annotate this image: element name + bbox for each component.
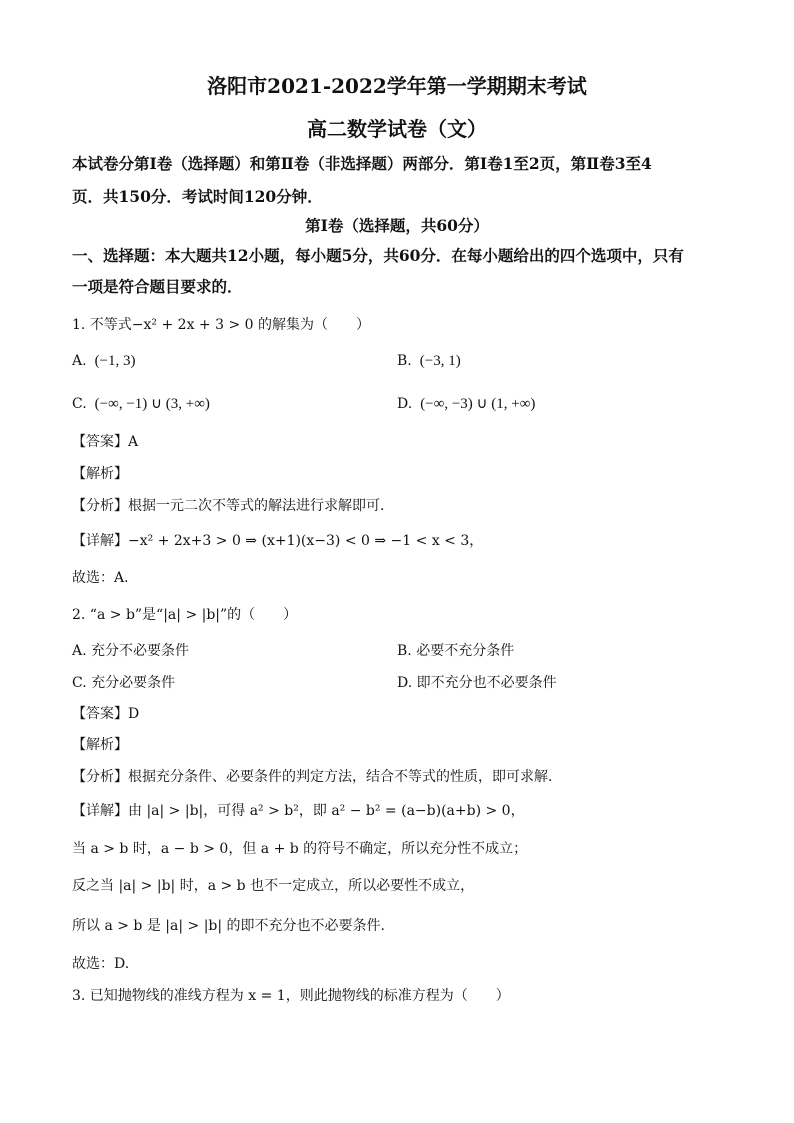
question-1-choice: 故选：A. [72, 570, 129, 586]
question-2-detail: 【详解】由 |a| > |b|，可得 a² > b²，即 a² − b² = (a−b)(a+b) > 0， [72, 803, 525, 819]
option-label: C. [72, 396, 87, 412]
question-1-option-b [397, 353, 461, 370]
option-text: (−3, 1) [419, 353, 461, 369]
option-text: (−∞, −1) ∪ (3, +∞) [94, 396, 210, 412]
option-label: B. [397, 643, 412, 659]
option-text: (−∞, −3) ∪ (1, +∞) [420, 396, 536, 412]
question-2-option-d [397, 672, 557, 692]
question-2-choice: 故选：D. [72, 956, 130, 972]
question-2-detail-3: 反之当 |a| > |b| 时，a > b 也不一定成立，所以必要性不成立， [72, 878, 475, 894]
option-label: C. [72, 675, 87, 691]
question-1-stem: 1. 不等式−x² + 2x + 3 > 0 的解集为（ ） [72, 317, 371, 333]
question-2-answer: 【答案】D [72, 706, 140, 722]
question-1-option-a [72, 353, 136, 370]
question-2-option-a [72, 640, 189, 660]
option-text: 充分必要条件 [91, 675, 176, 691]
exam-subtitle: 高二数学试卷（文） [307, 117, 487, 141]
question-1-option-d [397, 394, 535, 413]
option-text: 充分不必要条件 [91, 643, 190, 659]
question-1-analysis-tag: 【解析】 [72, 466, 128, 482]
question-2-option-c [72, 672, 175, 692]
question-2-stem: 2. “a > b”是“|a| > |b|”的（ ） [72, 607, 298, 623]
question-1-option-c [72, 394, 210, 413]
option-text: 必要不充分条件 [416, 643, 515, 659]
question-2-option-b [397, 640, 514, 660]
section-instruction-2: 一项是符合题目要求的． [72, 277, 243, 296]
question-1-analysis: 【分析】根据一元二次不等式的解法进行求解即可. [72, 498, 385, 514]
question-2-analysis: 【分析】根据充分条件、必要条件的判定方法，结合不等式的性质，即可求解. [72, 769, 553, 785]
section-title: 第Ⅰ卷（选择题，共60分） [305, 216, 489, 235]
option-label: A. [72, 643, 87, 659]
exam-title: 洛阳市2021-2022学年第一学期期末考试 [207, 74, 587, 98]
option-label: B. [397, 353, 412, 369]
section-instruction-1: 一、选择题：本大题共12小题，每小题5分，共60分．在每小题给出的四个选项中，只有 [72, 246, 684, 265]
question-2-detail-2: 当 a > b 时，a − b > 0，但 a + b 的符号不确定，所以充分性不成立； [72, 841, 528, 857]
option-label: D. [397, 396, 413, 412]
intro-line-2: 页．共150分．考试时间120分钟． [72, 187, 323, 206]
question-3-stem: 3. 已知抛物线的准线方程为 x = 1，则此抛物线的标准方程为（ ） [72, 988, 510, 1004]
option-label: D. [397, 675, 413, 691]
question-1-answer: 【答案】A [72, 434, 139, 450]
question-2-analysis-tag: 【解析】 [72, 737, 128, 753]
option-label: A. [72, 353, 87, 369]
question-1-detail: 【详解】−x² + 2x+3 > 0 ⇒ (x+1)(x−3) < 0 ⇒ −1 < x < 3， [72, 533, 484, 549]
option-text: (−1, 3) [94, 353, 136, 369]
intro-line-1: 本试卷分第Ⅰ卷（选择题）和第Ⅱ卷（非选择题）两部分．第Ⅰ卷1至2页，第Ⅱ卷3至4 [72, 154, 652, 173]
question-2-detail-4: 所以 a > b 是 |a| > |b| 的即不充分也不必要条件. [72, 918, 385, 934]
option-text: 即不充分也不必要条件 [416, 675, 557, 691]
